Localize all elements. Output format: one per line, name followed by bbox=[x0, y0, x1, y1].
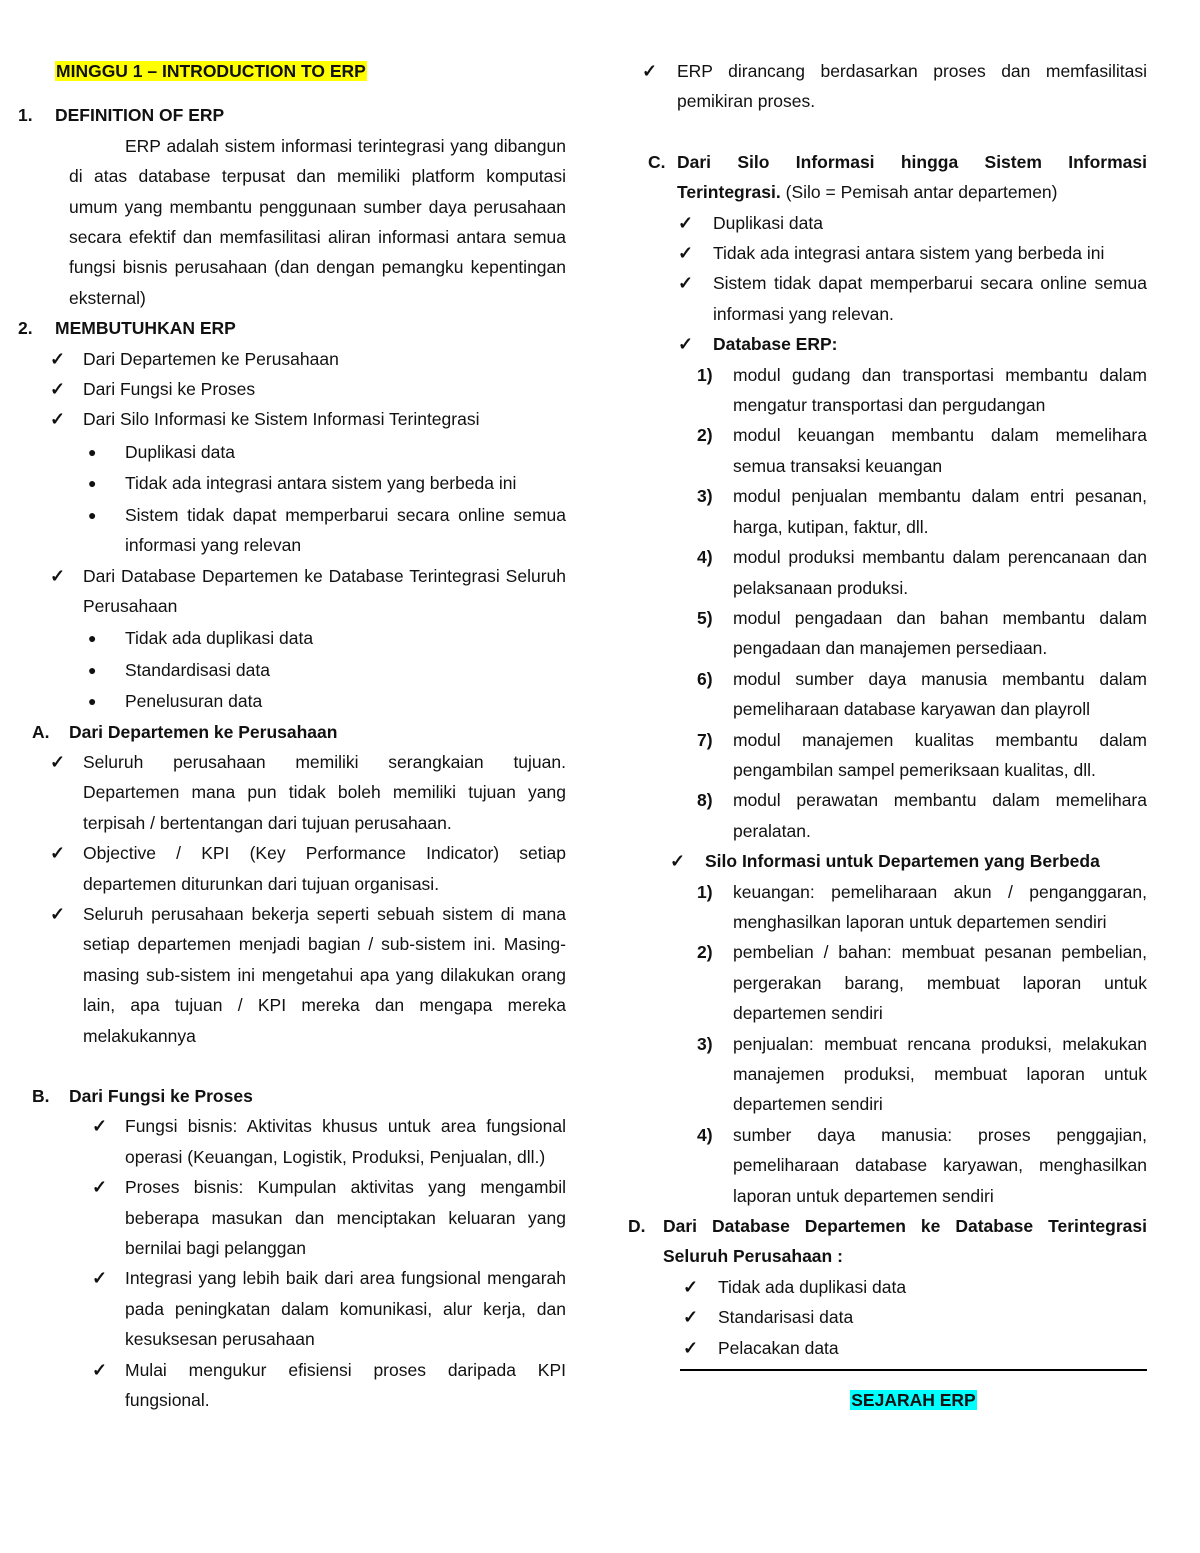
checkmark-icon: ✓ bbox=[92, 1268, 108, 1289]
list-item-text: Duplikasi data bbox=[713, 212, 823, 233]
module-text: modul sumber daya manusia membantu dalam pemeliharaan database karyawan dan playroll bbox=[733, 668, 1147, 720]
list-item bbox=[630, 208, 1147, 238]
section-c-note: (Silo = Pemisah antar departemen) bbox=[780, 182, 1058, 203]
checkmark-icon: ✓ bbox=[683, 1276, 699, 1297]
list-item-text: Seluruh perusahaan bekerja seperti sebuah sistem di mana setiap departemen menjadi bagian / sub-sistem ini. Masing-masing sub-sistem ini mengetahui apa yang dilakukan orang lain, apa tujuan / KPI mereka dan mengapa mereka melakukannya bbox=[83, 903, 566, 1046]
database-erp-heading bbox=[630, 329, 1147, 359]
bullet-item bbox=[18, 623, 566, 653]
footer-heading: SEJARAH ERP bbox=[851, 1390, 976, 1411]
checkmark-icon: ✓ bbox=[678, 243, 694, 264]
section-1-title: DEFINITION OF ERP bbox=[55, 105, 225, 126]
list-item bbox=[18, 899, 566, 1051]
checkmark-icon: ✓ bbox=[683, 1337, 699, 1358]
bullet-item bbox=[18, 468, 566, 498]
module-item bbox=[630, 420, 1147, 481]
module-text: modul penjualan membantu dalam entri pesanan, harga, kutipan, faktur, dll. bbox=[733, 486, 1147, 537]
list-item-text: ERP dirancang berdasarkan proses dan memfasilitasi pemikiran proses. bbox=[677, 61, 1147, 112]
bullet-icon: ● bbox=[88, 443, 97, 460]
page-title-block bbox=[18, 56, 566, 86]
bullet-text: Standardisasi data bbox=[125, 659, 270, 680]
list-item-text: Objective / KPI (Key Performance Indicator) setiap departemen diturunkan dari tujuan organisasi. bbox=[83, 843, 566, 894]
module-text: modul perawatan membantu dalam memelihara peralatan. bbox=[733, 790, 1147, 841]
section-a-heading bbox=[18, 717, 566, 747]
item-number: 7) bbox=[697, 729, 713, 750]
section-c-mark: C. bbox=[648, 151, 666, 172]
item-number: 4) bbox=[697, 547, 713, 568]
bullet-icon: ● bbox=[88, 661, 97, 678]
left-column bbox=[18, 56, 566, 1415]
spacer bbox=[18, 1051, 566, 1081]
section-a-title: Dari Departemen ke Perusahaan bbox=[69, 721, 338, 742]
list-item-text: Mulai mengukur efisiensi proses daripada KPI fungsional. bbox=[125, 1359, 566, 1411]
silo-item bbox=[630, 1029, 1147, 1120]
silo-text: pembelian / bahan: membuat pesanan pembelian, pergerakan barang, membuat laporan untuk departemen sendiri bbox=[733, 942, 1147, 1024]
section-c-heading bbox=[630, 147, 1147, 208]
module-item bbox=[630, 725, 1147, 786]
bullet-icon: ● bbox=[88, 506, 97, 523]
silo-item bbox=[630, 937, 1147, 1028]
bullet-item bbox=[18, 686, 566, 716]
list-item bbox=[630, 238, 1147, 268]
section-b-mark: B. bbox=[32, 1086, 50, 1106]
silo-heading bbox=[630, 846, 1147, 876]
silo-text: sumber daya manusia: proses penggajian, pemeliharaan database karyawan, menghasilkan laporan untuk departemen sendiri bbox=[733, 1124, 1147, 1206]
section-d-heading bbox=[630, 1211, 1147, 1272]
silo-item bbox=[630, 877, 1147, 938]
module-item bbox=[630, 360, 1147, 421]
section-d-mark: D. bbox=[628, 1216, 646, 1237]
list-item bbox=[18, 344, 566, 374]
list-item bbox=[630, 1302, 1147, 1332]
bullet-text: Penelusuran data bbox=[125, 691, 263, 712]
bullet-text: Duplikasi data bbox=[125, 441, 235, 462]
list-item-text: Seluruh perusahaan memiliki serangkaian tujuan. Departemen mana pun tidak boleh memiliki tujuan yang terpisah / bertentangan dari tujuan perusahaan. bbox=[83, 751, 566, 833]
checkmark-icon: ✓ bbox=[642, 61, 658, 81]
bullet-text: Tidak ada integrasi antara sistem yang berbeda ini bbox=[125, 473, 517, 494]
bullet-icon: ● bbox=[88, 693, 97, 710]
checkmark-icon: ✓ bbox=[50, 843, 66, 864]
list-item bbox=[18, 747, 566, 838]
bullet-item bbox=[18, 437, 566, 467]
checkmark-icon: ✓ bbox=[50, 751, 66, 772]
section-d-title: Dari Database Departemen ke Database Terintegrasi Seluruh Perusahaan : bbox=[663, 1216, 1147, 1267]
item-number: 5) bbox=[697, 607, 713, 628]
bullet-item bbox=[18, 500, 566, 561]
item-number: 3) bbox=[697, 486, 713, 507]
item-number: 1) bbox=[697, 881, 713, 902]
section-1-heading bbox=[18, 100, 566, 130]
list-item-text: Dari Departemen ke Perusahaan bbox=[83, 348, 339, 369]
bullet-text: Tidak ada duplikasi data bbox=[125, 628, 314, 649]
checkmark-icon: ✓ bbox=[683, 1307, 699, 1328]
list-item-text: Tidak ada duplikasi data bbox=[718, 1276, 907, 1297]
list-item bbox=[630, 268, 1147, 329]
bullet-icon: ● bbox=[88, 475, 97, 492]
list-item bbox=[18, 561, 566, 622]
item-number: 2) bbox=[697, 425, 713, 446]
module-item bbox=[630, 785, 1147, 846]
list-item-text: Dari Fungsi ke Proses bbox=[83, 379, 256, 400]
checkmark-icon: ✓ bbox=[50, 348, 66, 369]
item-number: 2) bbox=[697, 942, 713, 963]
bullet-item bbox=[18, 655, 566, 685]
list-item-text: Sistem tidak dapat memperbarui secara online semua informasi yang relevan. bbox=[713, 273, 1147, 324]
section-a-mark: A. bbox=[32, 721, 50, 742]
definition-paragraph: ERP adalah sistem informasi terintegrasi yang dibangun di atas database terpusat dan memiliki platform komputasi umum yang membantu penggunaan sumber daya perusahaan secara efektif dan memfasilitasi aliran informasi antara semua fungsi bisnis perusahaan (dan dengan pemangku kepentingan eksternal) bbox=[69, 135, 566, 308]
list-item bbox=[18, 838, 566, 899]
list-item bbox=[18, 404, 566, 434]
section-b-heading bbox=[18, 1081, 566, 1111]
bullet-icon: ● bbox=[88, 630, 97, 647]
silo-text: keuangan: pemeliharaan akun / penganggaran, menghasilkan laporan untuk departemen sendiri bbox=[733, 881, 1147, 932]
module-item bbox=[630, 481, 1147, 542]
list-item-text: Integrasi yang lebih baik dari area fungsional mengarah pada peningkatan dalam komunikasi, alur kerja, dan kesuksesan perusahaan bbox=[125, 1268, 566, 1350]
module-text: modul manajemen kualitas membantu dalam pengambilan sampel pemeriksaan kualitas, dll. bbox=[733, 729, 1147, 780]
right-column bbox=[630, 56, 1147, 1415]
list-item-text: Dari Silo Informasi ke Sistem Informasi Terintegrasi bbox=[83, 409, 480, 430]
checkmark-icon: ✓ bbox=[678, 273, 694, 294]
list-item bbox=[630, 1333, 1147, 1363]
list-item-text: Tidak ada integrasi antara sistem yang berbeda ini bbox=[713, 243, 1105, 264]
checkmark-icon: ✓ bbox=[50, 565, 66, 586]
section-c-title: Dari Silo Informasi hingga Sistem Informasi Terintegrasi. bbox=[677, 151, 1147, 203]
checkmark-icon: ✓ bbox=[92, 1116, 108, 1137]
checkmark-icon: ✓ bbox=[670, 851, 686, 872]
list-item bbox=[630, 56, 1147, 117]
list-item-text: Dari Database Departemen ke Database Terintegrasi Seluruh Perusahaan bbox=[83, 565, 566, 616]
checkmark-icon: ✓ bbox=[50, 903, 66, 924]
list-item bbox=[18, 1355, 566, 1416]
list-item bbox=[18, 1111, 566, 1172]
footer-heading-block bbox=[630, 1385, 1147, 1415]
list-item bbox=[630, 1272, 1147, 1302]
silo-text: penjualan: membuat rencana produksi, melakukan manajemen produksi, membuat laporan untuk departemen sendiri bbox=[733, 1033, 1147, 1115]
item-number: 3) bbox=[697, 1033, 713, 1054]
module-text: modul pengadaan dan bahan membantu dalam pengadaan dan manajemen persediaan. bbox=[733, 607, 1147, 659]
module-item bbox=[630, 603, 1147, 664]
module-text: modul gudang dan transportasi membantu dalam mengatur transportasi dan pergudangan bbox=[733, 364, 1147, 416]
list-item-text: Standarisasi data bbox=[718, 1307, 854, 1328]
list-item bbox=[18, 1263, 566, 1354]
item-number: 6) bbox=[697, 668, 713, 689]
bullet-text: Sistem tidak dapat memperbarui secara online semua informasi yang relevan bbox=[125, 504, 566, 556]
checkmark-icon: ✓ bbox=[92, 1359, 108, 1380]
item-number: 8) bbox=[697, 790, 713, 811]
silo-item bbox=[630, 1120, 1147, 1211]
checkmark-icon: ✓ bbox=[50, 409, 66, 430]
page-title: MINGGU 1 – INTRODUCTION TO ERP bbox=[56, 61, 366, 81]
list-item bbox=[18, 374, 566, 404]
module-item bbox=[630, 542, 1147, 603]
list-item-text: Pelacakan data bbox=[718, 1337, 839, 1358]
item-number: 4) bbox=[697, 1124, 713, 1145]
section-2-title: MEMBUTUHKAN ERP bbox=[55, 318, 236, 339]
list-item-text: Proses bisnis: Kumpulan aktivitas yang mengambil beberapa masukan dan menciptakan keluaran yang bernilai bagi pelanggan bbox=[125, 1177, 566, 1259]
checkmark-icon: ✓ bbox=[678, 334, 694, 355]
silo-title: Silo Informasi untuk Departemen yang Berbeda bbox=[705, 851, 1100, 872]
item-number: 1) bbox=[697, 364, 713, 385]
database-erp-title: Database ERP: bbox=[713, 334, 838, 355]
section-1-number: 1. bbox=[18, 105, 33, 126]
checkmark-icon: ✓ bbox=[50, 379, 66, 400]
section-2-heading bbox=[18, 313, 566, 343]
checkmark-icon: ✓ bbox=[92, 1177, 108, 1198]
section-2-number: 2. bbox=[18, 318, 33, 339]
list-item-text: Fungsi bisnis: Aktivitas khusus untuk area fungsional operasi (Keuangan, Logistik, Produksi, Penjualan, dll.) bbox=[125, 1116, 566, 1167]
module-text: modul keuangan membantu dalam memelihara semua transaksi keuangan bbox=[733, 425, 1147, 476]
section-b-title: Dari Fungsi ke Proses bbox=[69, 1086, 253, 1106]
module-text: modul produksi membantu dalam perencanaan dan pelaksanaan produksi. bbox=[733, 547, 1147, 598]
checkmark-icon: ✓ bbox=[678, 212, 694, 233]
module-item bbox=[630, 664, 1147, 725]
list-item bbox=[18, 1172, 566, 1263]
horizontal-rule bbox=[680, 1369, 1147, 1371]
